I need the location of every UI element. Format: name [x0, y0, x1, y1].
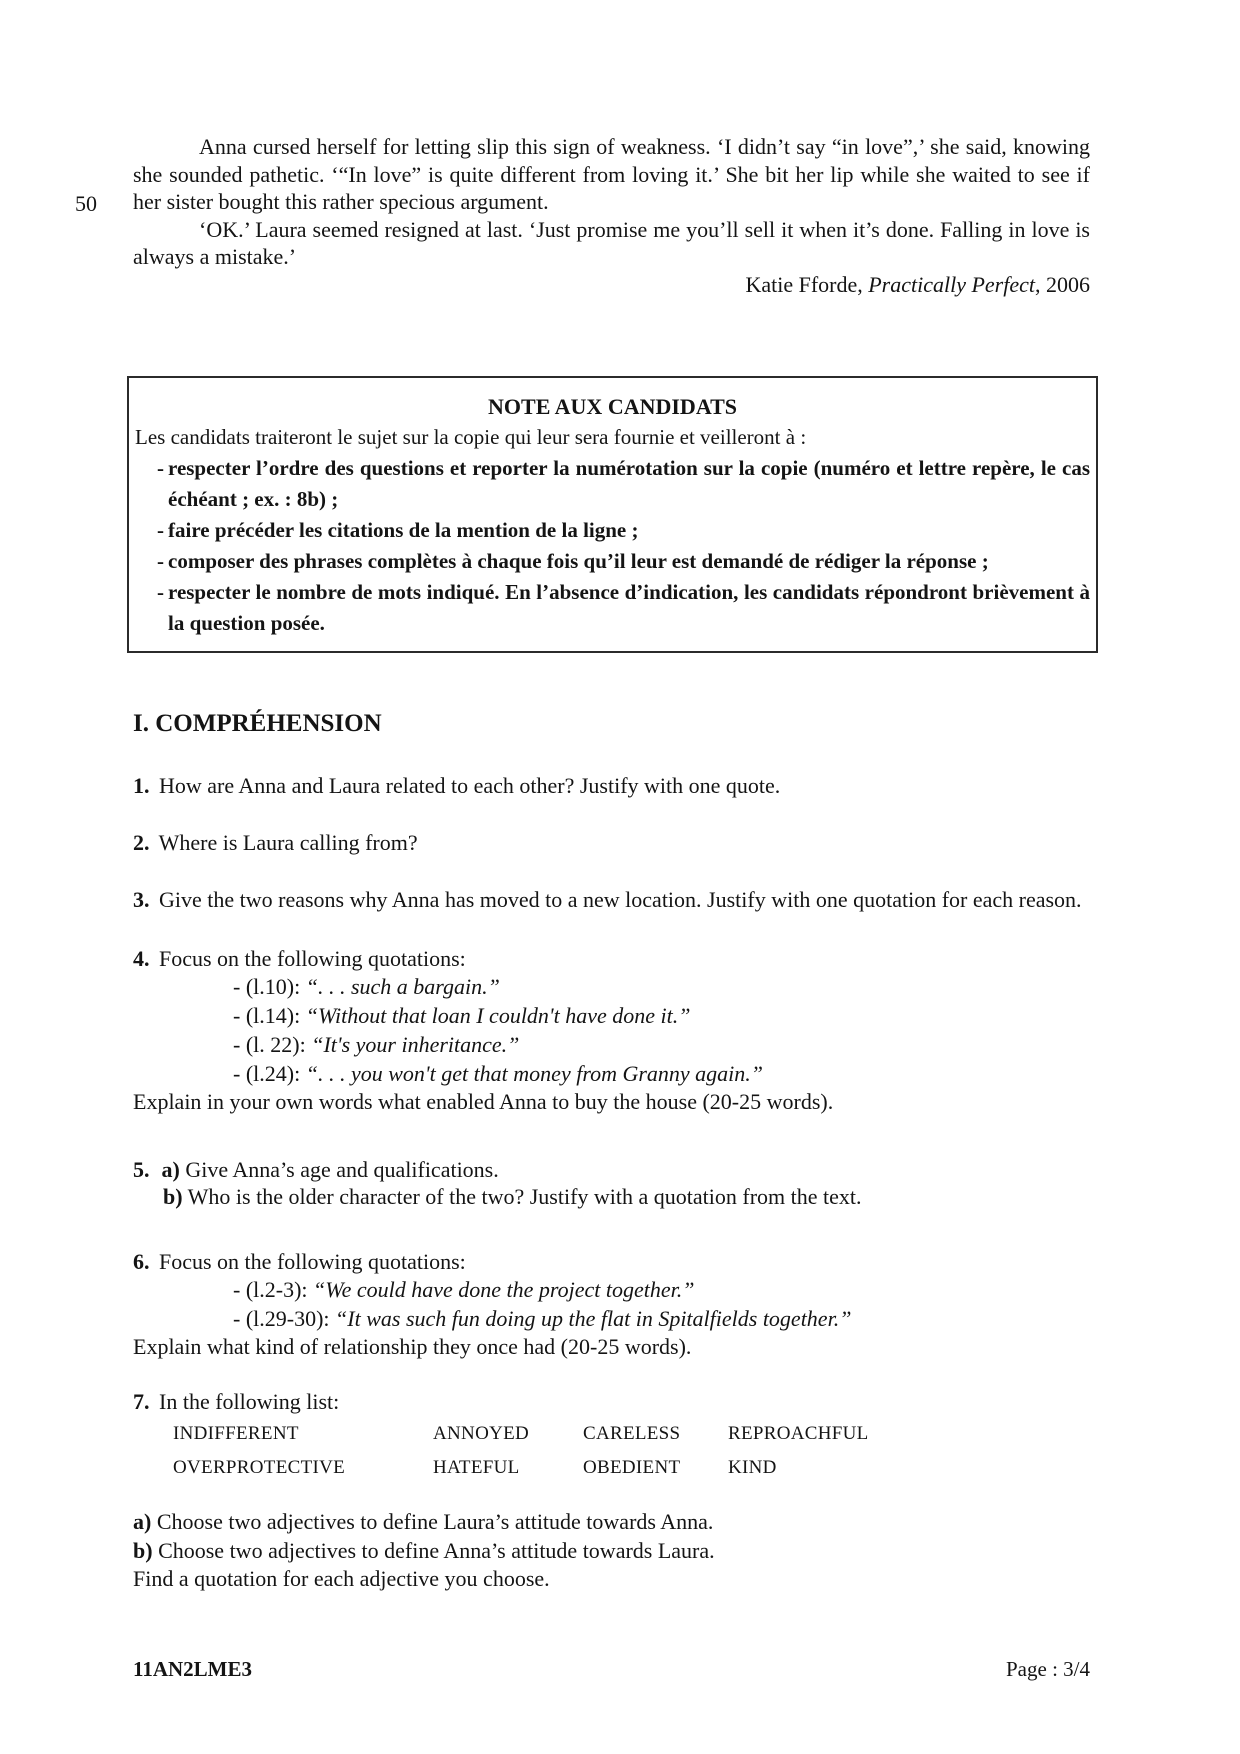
question-number: 1. [133, 773, 150, 798]
quotation-line [133, 972, 1090, 1001]
question-text: Focus on the following quotations: [159, 1248, 466, 1274]
question-6 [133, 1248, 1090, 1276]
question-text: Focus on the following quotations: [159, 945, 466, 971]
adjective-option: OVERPROTECTIVE [173, 1457, 346, 1478]
question-5b [133, 1183, 1090, 1211]
question-7-instruction: Find a quotation for each adjective you choose. [133, 1566, 550, 1591]
bullet-text: respecter l’ordre des questions et reporter la numérotation sur la copie (numéro et lettre repère, le cas échéant ; ex. : 8b) ; [168, 456, 1090, 511]
note-box [127, 376, 1098, 653]
question-7b [133, 1537, 1090, 1566]
bullet-text: faire précéder les citations de la mention de la ligne ; [168, 518, 639, 542]
passage-paragraph-2: ‘OK.’ Laura seemed resigned at last. ‘Just promise me you’ll sell it when it’s done. Falling in love is always a mistake.’ [133, 216, 1090, 269]
adjective-option: INDIFFERENT [173, 1423, 299, 1444]
question-6-instruction: Explain what kind of relationship they once had (20-25 words). [133, 1334, 692, 1359]
note-bullet [135, 453, 1090, 515]
sub-question-label: a) [133, 1509, 152, 1534]
quote-text: “. . . you won't get that money from Granny again.” [305, 1061, 764, 1086]
question-text: How are Anna and Laura related to each other? Justify with one quote. [159, 773, 781, 798]
adjective-option: HATEFUL [433, 1457, 520, 1478]
note-box-title: NOTE AUX CANDIDATS [488, 394, 737, 419]
quotation-line [133, 1275, 1090, 1304]
quote-ref: - (l.24): [233, 1061, 306, 1086]
adjective-list-row-2 [133, 1453, 1090, 1483]
quote-text: “It was such fun doing up the flat in Spitalfields together.” [335, 1306, 852, 1331]
question-number: 6. [133, 1248, 150, 1274]
bullet-dash: - [157, 580, 164, 604]
exam-code: 11AN2LME3 [133, 1657, 253, 1681]
sub-question-label: a) [161, 1156, 180, 1182]
quotation-line [133, 1059, 1090, 1088]
question-3 [133, 886, 1090, 914]
quote-text: “It's your inheritance.” [311, 1032, 520, 1057]
question-7 [133, 1388, 1090, 1416]
quote-ref: - (l.10): [233, 974, 306, 999]
bullet-dash: - [157, 456, 164, 480]
section-heading: I. COMPRÉHENSION [133, 710, 382, 737]
page-number: Page : 3/4 [1006, 1657, 1090, 1681]
question-text: Give the two reasons why Anna has moved to a new location. Justify with one quotation for each reason. [159, 887, 1082, 912]
question-text: Give Anna’s age and qualifications. [185, 1156, 499, 1182]
question-2 [133, 829, 1090, 857]
bullet-text: respecter le nombre de mots indiqué. En l’absence d’indication, les candidats répondront brièvement à la question posée. [168, 580, 1090, 635]
question-number: 2. [133, 829, 150, 855]
quote-text: “We could have done the project together.” [313, 1277, 695, 1302]
adjective-option: REPROACHFUL [728, 1423, 869, 1444]
bullet-dash: - [157, 549, 164, 573]
quote-text: “. . . such a bargain.” [305, 974, 500, 999]
question-4-instruction: Explain in your own words what enabled Anna to buy the house (20-25 words). [133, 1089, 834, 1114]
quotation-line [133, 1030, 1090, 1059]
attribution-year: , 2006 [1035, 271, 1090, 297]
note-bullet [135, 577, 1090, 639]
quote-ref: - (l.29-30): [233, 1306, 336, 1331]
quotation-line [133, 1001, 1090, 1030]
adjective-option: KIND [728, 1457, 777, 1478]
attribution [133, 271, 1090, 299]
question-number: 4. [133, 945, 150, 971]
note-bullet [135, 546, 1090, 577]
quote-ref: - (l.14): [233, 1003, 306, 1028]
quotation-line [133, 1304, 1090, 1333]
quote-ref: - (l.2-3): [233, 1277, 314, 1302]
bullet-text: composer des phrases complètes à chaque fois qu’il leur est demandé de rédiger la réponse ; [168, 549, 989, 573]
adjective-option: CARELESS [583, 1423, 681, 1444]
attribution-author: Katie Fforde, [745, 271, 869, 297]
quote-ref: - (l. 22): [233, 1032, 312, 1057]
adjective-option: OBEDIENT [583, 1457, 681, 1478]
question-7-subquestions [133, 1508, 1090, 1594]
sub-question-label: b) [163, 1184, 183, 1209]
question-text: Where is Laura calling from? [158, 829, 418, 855]
question-number: 3. [133, 887, 150, 912]
quote-text: “Without that loan I couldn't have done it.” [305, 1003, 691, 1028]
bullet-dash: - [157, 518, 164, 542]
adjective-option: ANNOYED [433, 1423, 530, 1444]
passage-paragraph-1: Anna cursed herself for letting slip this sign of weakness. ‘I didn’t say “in love”,’ she said, knowing she sounded pathetic. ‘“In love” is quite different from loving it.’ She bit her lip while she waited to see if her sister bought this rather specious argument. [133, 134, 1090, 214]
page-footer [133, 1656, 1090, 1684]
question-text: In the following list: [159, 1388, 340, 1414]
question-number: 5. [133, 1156, 150, 1182]
note-bullet [135, 515, 1090, 546]
attribution-book-title: Practically Perfect [868, 271, 1035, 297]
question-1 [133, 772, 1090, 800]
question-text: Choose two adjectives to define Laura’s attitude towards Anna. [156, 1509, 714, 1534]
question-5a [133, 1156, 1090, 1184]
question-text: Choose two adjectives to define Anna’s attitude towards Laura. [158, 1537, 715, 1563]
sub-question-label: b) [133, 1537, 153, 1563]
adjective-list-row-1 [133, 1419, 1090, 1449]
line-number: 50 [75, 191, 97, 216]
question-number: 7. [133, 1388, 150, 1414]
question-4 [133, 945, 1090, 973]
note-box-intro: Les candidats traiteront le sujet sur la copie qui leur sera fournie et veilleront à : [135, 425, 807, 449]
question-text: Who is the older character of the two? Justify with a quotation from the text. [187, 1184, 862, 1209]
question-7a [133, 1508, 1090, 1537]
